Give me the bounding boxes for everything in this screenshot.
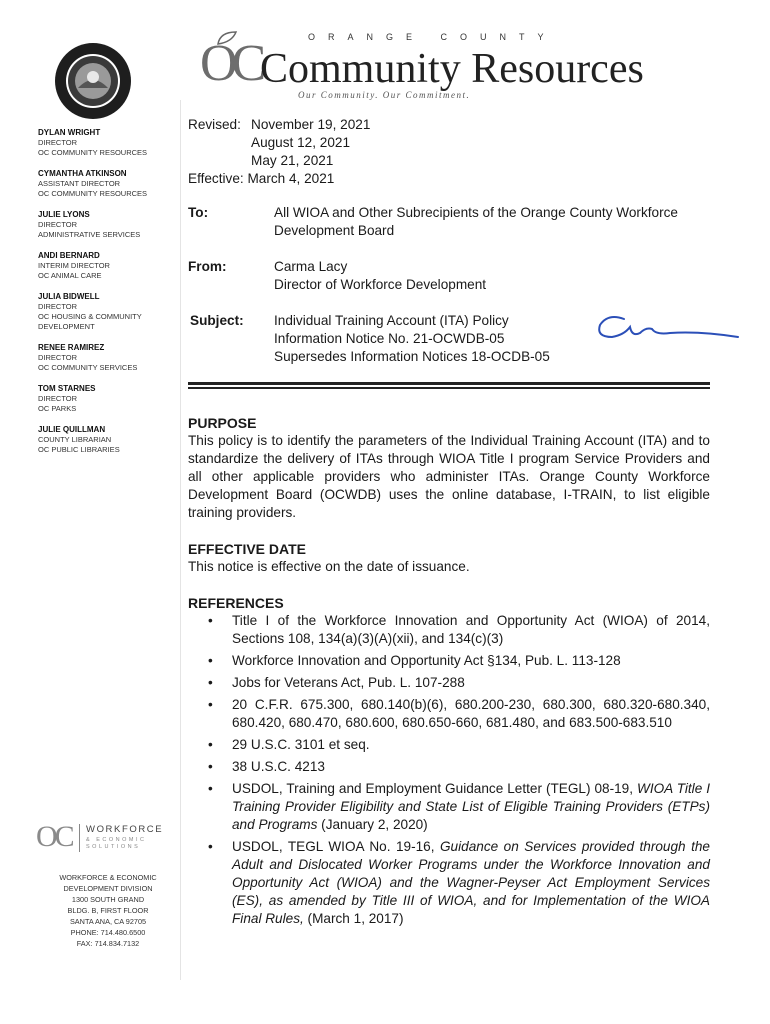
workforce-logo-subtitle — [86, 837, 146, 851]
staff-title-line: OC HOUSING & COMMUNITY — [38, 312, 142, 321]
bullet-icon: • — [208, 653, 213, 668]
from-label: From: — [188, 259, 227, 274]
staff-name: TOM STARNES — [38, 384, 96, 393]
revised-row — [188, 116, 370, 134]
staff-entry — [38, 384, 178, 414]
bullet-icon: • — [208, 839, 213, 854]
reference-item — [206, 674, 710, 692]
subject-line-1: Individual Training Account (ITA) Policy — [274, 313, 509, 328]
revised-date-2: August 12, 2021 — [251, 135, 351, 150]
division-address — [40, 872, 176, 949]
reference-item — [206, 758, 710, 776]
sidebar-divider — [180, 100, 181, 980]
workforce-logo — [36, 820, 176, 860]
effective-date: March 4, 2021 — [247, 171, 335, 186]
address-line: 1300 SOUTH GRAND — [71, 895, 145, 904]
from-title: Director of Workforce Development — [274, 277, 487, 292]
reference-item — [206, 612, 710, 648]
workforce-logo-title: WORKFORCE — [86, 824, 164, 835]
staff-name: DYLAN WRIGHT — [38, 128, 101, 137]
staff-title-line: DIRECTOR — [38, 394, 78, 403]
staff-title-line: COUNTY LIBRARIAN — [38, 435, 112, 444]
bullet-icon: • — [208, 781, 213, 796]
subject-label: Subject: — [190, 313, 244, 328]
reference-item — [206, 696, 710, 732]
reference-item — [206, 838, 710, 928]
to-value: All WIOA and Other Subrecipients of the Orange County Workforce Development Board — [274, 205, 678, 238]
reference-text-pre: Jobs for Veterans Act, Pub. L. 107-288 — [232, 675, 465, 690]
staff-entry — [38, 425, 178, 455]
reference-text-em: WIOA Title I Training Provider Eligibility and State List of Eligible Training Providers (ETPs) and Programs — [232, 781, 710, 832]
staff-title-line: INTERIM DIRECTOR — [38, 261, 110, 270]
staff-name: JULIE QUILLMAN — [38, 425, 106, 434]
staff-title-line: DIRECTOR — [38, 302, 78, 311]
reference-text-pre: 20 C.F.R. 675.300, 680.140(b)(6), 680.200-230, 680.300, 680.320-680.340, 680.420, 680.470, 680.600, 680.650-660, 681.480, and 683.500-683.510 — [232, 697, 710, 730]
address-line: FAX: 714.834.7132 — [76, 939, 140, 948]
logo-oc: OC — [200, 35, 261, 92]
address-line: BLDG. B, FIRST FLOOR — [67, 906, 149, 915]
references-list — [206, 612, 710, 932]
staff-entry — [38, 292, 178, 332]
logo-county-text: ORANGE COUNTY — [308, 32, 557, 42]
purpose-text: This policy is to identify the parameters of the Individual Training Account (ITA) and to standardize the delivery of ITAs through WIOA Title I program Service Providers and all other applicable providers who administer ITAs. Orange County Workforce Development Board (OCWDB) uses the online database, I-TRAIN, to list eligible training providers. — [188, 433, 710, 520]
staff-name: CYMANTHA ATKINSON — [38, 169, 127, 178]
reference-text-post: (January 2, 2020) — [317, 817, 428, 832]
staff-name: ANDI BERNARD — [38, 251, 100, 260]
staff-title-line: OC COMMUNITY RESOURCES — [38, 148, 148, 157]
workforce-logo-sub2: SOLUTIONS — [86, 844, 141, 850]
bullet-icon: • — [208, 759, 213, 774]
reference-text-pre: 38 U.S.C. 4213 — [232, 759, 325, 774]
effective-label: Effective: — [188, 171, 244, 186]
staff-entry — [38, 169, 178, 199]
effective-date-text: This notice is effective on the date of issuance. — [188, 559, 470, 574]
community-resources-logo — [200, 24, 740, 104]
reference-text-pre: 29 U.S.C. 3101 et seq. — [232, 737, 370, 752]
address-line: PHONE: 714.480.6500 — [70, 928, 146, 937]
address-line: WORKFORCE & ECONOMIC — [59, 873, 157, 882]
revised-label: Revised: — [188, 117, 241, 132]
staff-name: JULIE LYONS — [38, 210, 90, 219]
reference-text-pre: USDOL, Training and Employment Guidance Letter (TEGL) 08-19, — [232, 781, 637, 796]
staff-title-line: OC COMMUNITY RESOURCES — [38, 189, 148, 198]
staff-entry — [38, 210, 178, 240]
staff-title-line: DEVELOPMENT — [38, 322, 95, 331]
subject-line-2: Information Notice No. 21-OCWDB-05 — [274, 331, 505, 346]
logo-community-text: Community Resources — [260, 46, 644, 92]
bullet-icon: • — [208, 737, 213, 752]
effective-row — [188, 170, 334, 188]
reference-item — [206, 736, 710, 754]
staff-entry — [38, 343, 178, 373]
staff-title-line: OC PARKS — [38, 404, 77, 413]
purpose-heading: PURPOSE — [188, 415, 257, 431]
reference-text-pre: USDOL, TEGL WIOA No. 19-16, — [232, 839, 440, 854]
subject-line-3: Supersedes Information Notices 18-OCDB-05 — [274, 349, 550, 364]
staff-title-line: OC COMMUNITY SERVICES — [38, 363, 138, 372]
workforce-logo-divider — [79, 824, 80, 852]
from-name: Carma Lacy — [274, 259, 348, 274]
reference-text-post: (March 1, 2017) — [303, 911, 404, 926]
reference-text-pre: Workforce Innovation and Opportunity Act §134, Pub. L. 113-128 — [232, 653, 621, 668]
staff-title-line: DIRECTOR — [38, 353, 78, 362]
staff-title-line: OC ANIMAL CARE — [38, 271, 102, 280]
from-value — [274, 258, 714, 294]
staff-name: JULIA BIDWELL — [38, 292, 100, 301]
header-rule-thin — [188, 387, 710, 389]
staff-title-line: OC PUBLIC LIBRARIES — [38, 445, 120, 454]
address-line: DEVELOPMENT DIVISION — [63, 884, 153, 893]
workforce-logo-oc: OC — [36, 820, 72, 853]
to-label: To: — [188, 205, 209, 220]
reference-text-em: Guidance on Services provided through the Adult and Dislocated Worker Programs under the Workforce Innovation and Opportunity Act (WIOA) and the Wagner-Peyser Act Employment Services (ES), as amended by Title III of WIOA, and for Implementation of the WIOA Final Rules, — [232, 839, 710, 926]
header-rule-thick — [188, 382, 710, 385]
reference-text-pre: Title I of the Workforce Innovation and Opportunity Act (WIOA) of 2014, Sections 108, 134(a)(3)(A)(xii), and 134(c)(3) — [232, 613, 710, 646]
staff-title-line: DIRECTOR — [38, 220, 78, 229]
staff-entry — [38, 251, 178, 281]
references-heading: REFERENCES — [188, 595, 284, 611]
address-line: SANTA ANA, CA 92705 — [69, 917, 147, 926]
bullet-icon: • — [208, 675, 213, 690]
effective-date-heading: EFFECTIVE DATE — [188, 541, 306, 557]
staff-title-line: ADMINISTRATIVE SERVICES — [38, 230, 141, 239]
revised-date-3: May 21, 2021 — [251, 153, 334, 168]
reference-item — [206, 652, 710, 670]
revised-date-1: November 19, 2021 — [251, 117, 371, 132]
signature-mark — [590, 307, 740, 347]
staff-title-line: DIRECTOR — [38, 138, 78, 147]
staff-entry — [38, 128, 178, 158]
workforce-logo-sub1: & ECONOMIC — [86, 837, 147, 843]
staff-sidebar — [38, 128, 178, 466]
logo-tagline: Our Community. Our Commitment. — [298, 90, 471, 100]
reference-item — [206, 780, 710, 834]
bullet-icon: • — [208, 697, 213, 712]
bullet-icon: • — [208, 613, 213, 628]
county-seal — [54, 42, 132, 120]
staff-title-line: ASSISTANT DIRECTOR — [38, 179, 121, 188]
staff-name: RENEE RAMIREZ — [38, 343, 105, 352]
